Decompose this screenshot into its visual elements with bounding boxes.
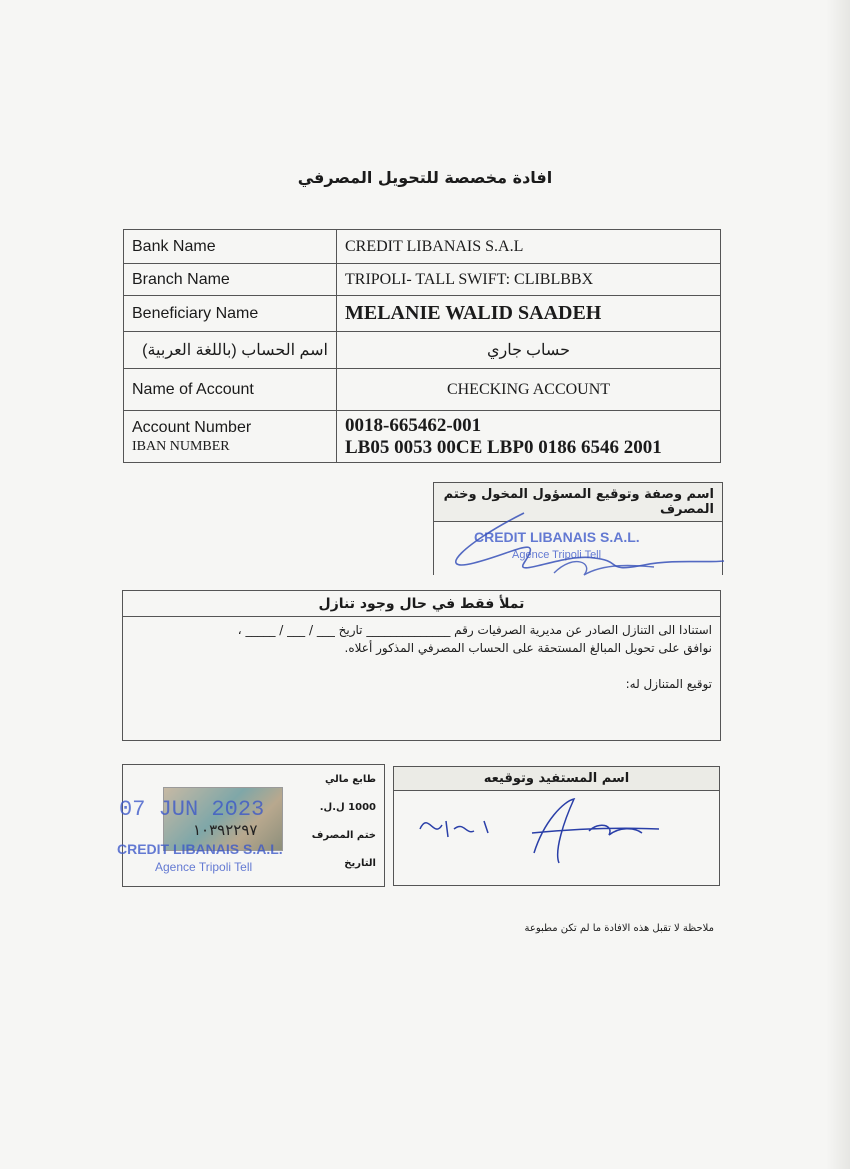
arabic-account-name-value: حساب جاري bbox=[337, 332, 721, 369]
officer-signature-box bbox=[433, 482, 723, 575]
fee-bank-stamp-line2: Agence Tripoli Tell bbox=[155, 860, 253, 874]
assignment-header: تملأ فقط في حال وجود تنازل bbox=[123, 591, 720, 617]
assignment-line1: استنادا الى التنازل الصادر عن مديرية الصرفيات رقم ______________ تاريخ ___ / ___ / _____ ، bbox=[237, 623, 712, 637]
iban-label: IBAN NUMBER bbox=[132, 438, 230, 454]
bank-seal-label: ختم المصرف bbox=[311, 830, 376, 841]
table-row bbox=[124, 296, 721, 332]
account-number-values bbox=[337, 411, 721, 463]
table-row bbox=[124, 369, 721, 411]
fiscal-stamp-box bbox=[117, 764, 385, 887]
fee-bank-stamp-line1: CREDIT LIBANAIS S.A.L. bbox=[117, 841, 283, 857]
beneficiary-box-header: اسم المستفيد وتوقيعه bbox=[394, 767, 719, 791]
officer-signature bbox=[404, 503, 734, 583]
account-name-value: CHECKING ACCOUNT bbox=[337, 369, 721, 411]
assignment-box bbox=[122, 590, 721, 741]
document-title: افادة مخصصة للتحويل المصرفي bbox=[297, 168, 553, 187]
arabic-account-name-label: اسم الحساب (باللغة العربية) bbox=[124, 332, 337, 369]
table-row bbox=[124, 332, 721, 369]
assignment-line2: نوافق على تحويل المبالغ المستحقة على الحساب المصرفي المذكور أعلاه. bbox=[344, 641, 712, 655]
officer-box-header: اسم وصفة وتوقيع المسؤول المخول وختم المصرف bbox=[434, 483, 722, 522]
bank-stamp-line1: CREDIT LIBANAIS S.A.L. bbox=[474, 529, 640, 545]
account-number-cell bbox=[124, 411, 337, 463]
fee-labels bbox=[312, 771, 376, 883]
beneficiary-name-label: Beneficiary Name bbox=[124, 296, 337, 332]
date-label: التاريخ bbox=[344, 858, 376, 869]
fee-amount-label: 1000 ل.ل. bbox=[319, 802, 376, 813]
bank-name-value: CREDIT LIBANAIS S.A.L bbox=[337, 230, 721, 264]
account-number-value: 0018-665462-001 bbox=[345, 414, 482, 436]
branch-name-label: Branch Name bbox=[124, 264, 337, 296]
beneficiary-name-value: MELANIE WALID SAADEH bbox=[337, 296, 721, 332]
bank-stamp-line2: Agence Tripoli Tell bbox=[512, 549, 602, 561]
branch-name-value: TRIPOLI- TALL SWIFT: CLIBLBBX bbox=[337, 264, 721, 296]
bank-info-table bbox=[123, 229, 721, 463]
beneficiary-signature bbox=[414, 791, 704, 871]
fiscal-stamp-label: طابع مالي bbox=[324, 774, 376, 785]
assignee-signature-label: توقيع المتنازل له: bbox=[625, 677, 712, 691]
assignment-body bbox=[123, 617, 720, 697]
footer-note: ملاحظة لا تقبل هذه الافادة ما لم تكن مطبوعة bbox=[524, 923, 714, 934]
account-number-label: Account Number bbox=[132, 418, 252, 436]
table-row bbox=[124, 411, 721, 463]
table-row bbox=[124, 264, 721, 296]
beneficiary-signature-box bbox=[393, 766, 720, 886]
date-stamp: 07 JUN 2023 bbox=[119, 797, 265, 822]
iban-value: LB05 0053 00CE LBP0 0186 6546 2001 bbox=[345, 436, 662, 458]
table-row bbox=[124, 230, 721, 264]
account-name-label: Name of Account bbox=[124, 369, 337, 411]
bank-name-label: Bank Name bbox=[124, 230, 337, 264]
fiscal-stamp-number: ١٠٣٩٢٢٩٧ bbox=[193, 821, 258, 839]
